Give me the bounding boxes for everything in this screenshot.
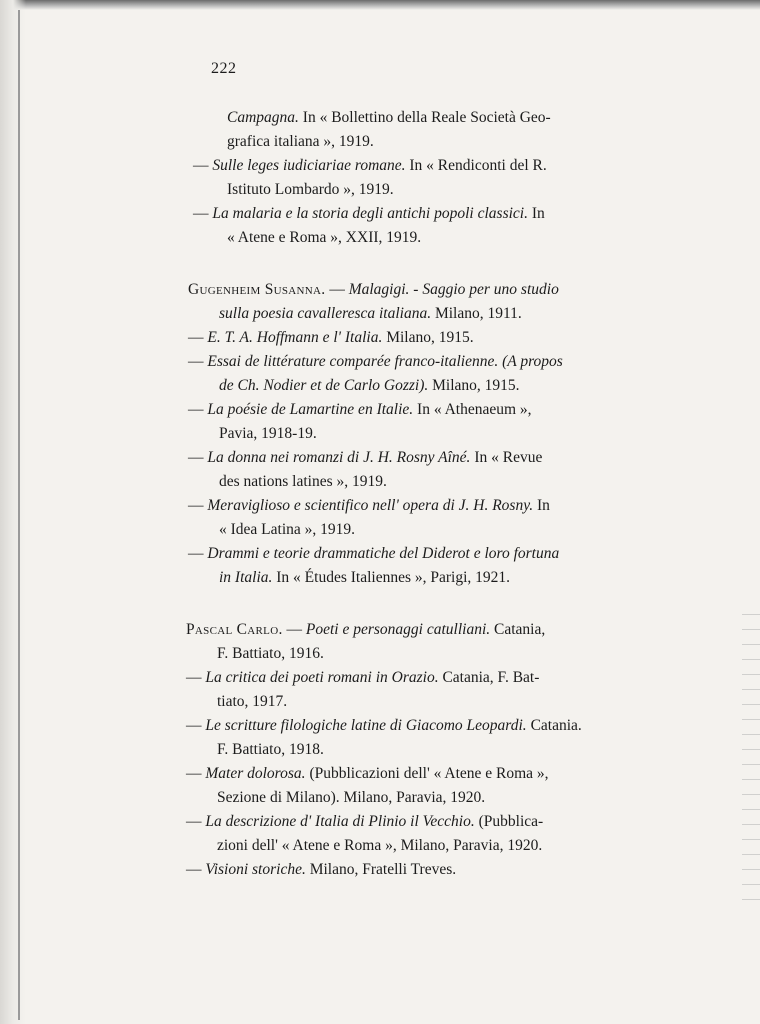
entry-lamartine-line2: Pavia, 1918-19. (219, 425, 317, 442)
entry-campagna-line1: Campagna. In « Bollettino della Reale Società Geo- (227, 109, 551, 126)
entry-malaria-line2: « Atene e Roma », XXII, 1919. (227, 229, 422, 246)
entry-campagna-line2: grafica italiana », 1919. (227, 133, 374, 150)
entry-diderot-line2: in Italia. In « Études Italiennes », Parigi, 1921. (219, 569, 511, 586)
entry-pascal-line2: F. Battiato, 1916. (217, 645, 324, 662)
entry-plinio-line1: — La descrizione d' Italia di Plinio il Vecchio. (Pubblica- (186, 813, 544, 830)
entry-leges-line1: — Sulle leges iudiciariae romane. In « Rendiconti del R. (193, 157, 547, 174)
author-pascal: Pascal Carlo. (186, 621, 283, 638)
entry-rosny1-line2: des nations latines », 1919. (219, 473, 387, 490)
entry-essai-line1: — Essai de littérature comparée franco-italienne. (A propos (188, 353, 563, 370)
entry-essai-line2: de Ch. Nodier et de Carlo Gozzi). Milano, 1915. (219, 377, 520, 394)
entry-gugenheim-line2: sulla poesia cavalleresca italiana. Milano, 1911. (219, 305, 522, 322)
entry-rosny2-line1: — Meraviglioso e scientifico nell' opera di J. H. Rosny. In (188, 497, 550, 514)
entry-pascal-line1: Pascal Carlo. — Poeti e personaggi catulliani. Catania, (186, 621, 546, 638)
entry-visioni: — Visioni storiche. Milano, Fratelli Treves. (186, 861, 457, 878)
scan-left-edge (0, 0, 26, 1024)
entry-leges-line2: Istituto Lombardo », 1919. (227, 181, 394, 198)
scan-binding-line (18, 10, 20, 1020)
entry-orazio-line1: — La critica dei poeti romani in Orazio. Catania, F. Bat- (186, 669, 540, 686)
entry-gugenheim-line1: Gugenheim Susanna. — Malagigi. - Saggio per uno studio (188, 281, 559, 298)
entry-mater-line2: Sezione di Milano). Milano, Paravia, 1920. (217, 789, 486, 806)
entry-mater-line1: — Mater dolorosa. (Pubblicazioni dell' « Atene e Roma », (186, 765, 549, 782)
entry-plinio-line2: zioni dell' « Atene e Roma », Milano, Paravia, 1920. (217, 837, 543, 854)
entry-hoffmann: — E. T. A. Hoffmann e l' Italia. Milano, 1915. (188, 329, 474, 346)
page-number: 222 (211, 60, 237, 77)
scan-top-edge (0, 0, 760, 10)
entry-malaria-line1: — La malaria e la storia degli antichi popoli classici. In (193, 205, 545, 222)
author-gugenheim: Gugenheim Susanna. (188, 281, 326, 298)
entry-leopardi-line1: — Le scritture filologiche latine di Giacomo Leopardi. Catania. (186, 717, 582, 734)
entry-rosny1-line1: — La donna nei romanzi di J. H. Rosny Aîné. In « Revue (188, 449, 543, 466)
entry-orazio-line2: tiato, 1917. (217, 693, 288, 710)
entry-diderot-line1: — Drammi e teorie drammatiche del Diderot e loro fortuna (188, 545, 560, 562)
entry-rosny2-line2: « Idea Latina », 1919. (219, 521, 356, 538)
entry-lamartine-line1: — La poésie de Lamartine en Italie. In « Athenaeum », (188, 401, 532, 418)
scan-right-marks (742, 600, 760, 900)
entry-leopardi-line2: F. Battiato, 1918. (217, 741, 324, 758)
